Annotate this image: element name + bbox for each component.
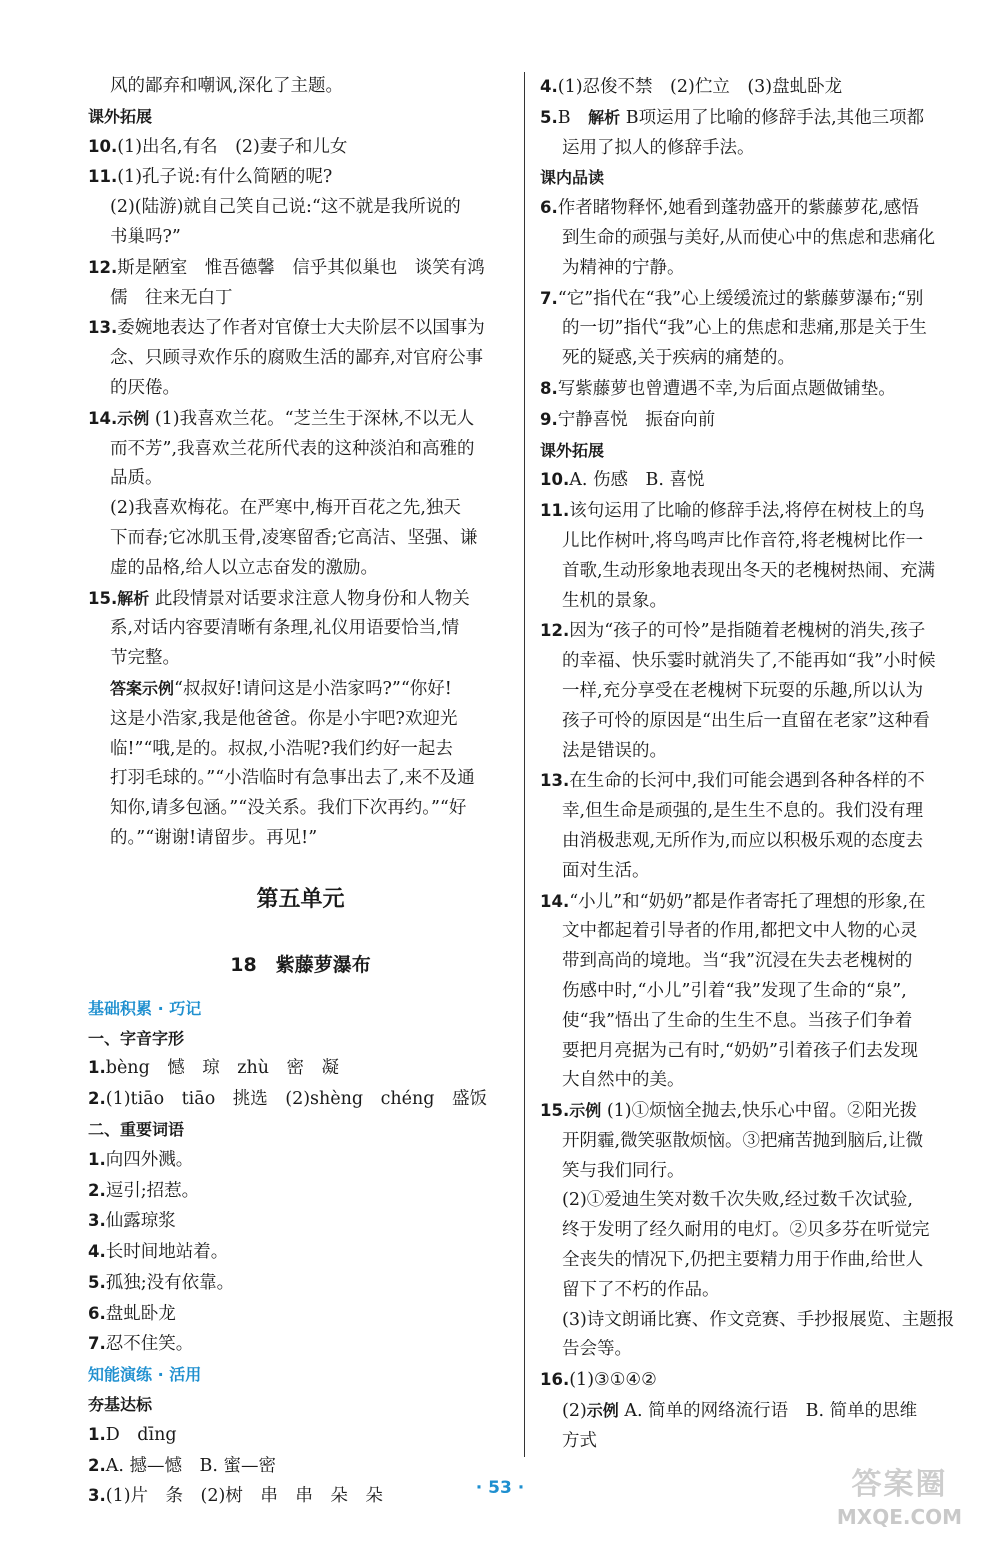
answer-text: 斯是陋室 惟吾德馨 信乎其似巢也 谈笑有鸿 bbox=[117, 257, 485, 278]
left-column bbox=[88, 72, 513, 1512]
answer-text: 书巢吗?” bbox=[110, 226, 181, 247]
answer-text: (1)片 条 (2)树 串 串 朵 朵 bbox=[105, 1486, 383, 1507]
answer-line bbox=[88, 223, 513, 253]
answer-line bbox=[540, 947, 970, 977]
answer-text: 风的鄙弃和嘲讽,深化了主题。 bbox=[110, 76, 344, 96]
answer-line bbox=[540, 314, 970, 344]
answer-text: 死的疑惑,关于疾病的痛楚的。 bbox=[562, 348, 796, 369]
answer-text: 大自然中的美。 bbox=[562, 1070, 685, 1091]
answer-text: 孤独;没有依靠。 bbox=[105, 1272, 235, 1293]
answer-line bbox=[88, 794, 513, 824]
answer-line bbox=[540, 1127, 970, 1157]
answer-text: 法是错误的。 bbox=[562, 740, 667, 761]
answer-text: 一样,充分享受在老槐树下玩耍的乐趣,所以认为 bbox=[562, 680, 924, 701]
answer-text: 节完整。 bbox=[110, 648, 180, 669]
answer-line bbox=[540, 344, 970, 374]
watermark-logo bbox=[817, 1465, 982, 1537]
answer-item bbox=[540, 465, 970, 496]
answer-item bbox=[88, 1420, 513, 1451]
answer-text: (1)③①④② bbox=[569, 1370, 657, 1391]
answer-line bbox=[540, 254, 970, 284]
answer-keyword: 示例 bbox=[569, 1101, 602, 1121]
answer-text: 孩子可怜的原因是“出生后一直留在老家”这种看 bbox=[562, 710, 930, 731]
answer-text: 仙露琼浆 bbox=[105, 1211, 176, 1232]
answer-item bbox=[540, 374, 970, 405]
answer-text: 系,对话内容要清晰有条理,礼仪用语要恰当,情 bbox=[110, 618, 460, 639]
answer-line bbox=[88, 193, 513, 223]
answer-text: 写紫藤萝也曾遭遇不幸,为后面点题做铺垫。 bbox=[557, 378, 896, 399]
answer-line bbox=[88, 705, 513, 735]
answer-text: 长时间地站着。 bbox=[105, 1242, 229, 1263]
answer-text: bèng 憾 琼 zhù 密 凝 bbox=[105, 1058, 340, 1079]
answer-text: 运用了拟人的修辞手法。 bbox=[562, 137, 755, 158]
section-heading: 课内品读 bbox=[540, 168, 605, 188]
item-number: 1. bbox=[88, 1149, 106, 1169]
answer-text: 品质。 bbox=[110, 468, 163, 489]
answer-line bbox=[540, 1007, 970, 1037]
answer-keyword: 示例 bbox=[117, 408, 150, 428]
answer-item bbox=[540, 496, 970, 527]
item-number: 2. bbox=[88, 1455, 106, 1475]
column-divider bbox=[524, 72, 525, 1457]
answer-text: 知你,请多包涵。”“没关系。我们下次再约。”“好 bbox=[110, 798, 467, 819]
answer-item bbox=[88, 253, 513, 284]
answer-text: (3)诗文朗诵比赛、作文竞赛、手抄报展览、主题报 bbox=[562, 1309, 955, 1330]
answer-line bbox=[540, 737, 970, 767]
item-number: 7. bbox=[88, 1334, 106, 1354]
item-number: 14. bbox=[88, 408, 118, 428]
answer-line bbox=[540, 1246, 970, 1276]
answer-line bbox=[540, 677, 970, 707]
answer-item bbox=[88, 1176, 513, 1207]
answer-text: (1)tiāo tiāo 挑选 (2)shèng chéng 盛饭 bbox=[105, 1089, 488, 1110]
answer-text: 在生命的长河中,我们可能会遇到各种各样的不 bbox=[569, 771, 925, 792]
item-number: 13. bbox=[88, 318, 118, 338]
item-number: 1. bbox=[88, 1058, 106, 1078]
answer-item bbox=[540, 616, 970, 647]
item-number: 7. bbox=[540, 288, 558, 308]
answer-line bbox=[540, 707, 970, 737]
section-heading: 夯基达标 bbox=[88, 1395, 153, 1415]
answer-text: 作者睹物释怀,她看到蓬勃盛开的紫藤萝花,感悟 bbox=[557, 198, 919, 219]
answer-text: (2) bbox=[562, 1401, 587, 1422]
answer-line bbox=[540, 134, 970, 164]
answer-text: “叔叔好!请问这是小浩家吗?”“你好! bbox=[174, 678, 452, 699]
answer-line bbox=[540, 1157, 970, 1187]
item-number: 6. bbox=[540, 198, 558, 218]
answer-text: 伤感中时,“小儿”引着“我”发现了生命的“泉”, bbox=[562, 980, 907, 1001]
item-number: 4. bbox=[88, 1242, 106, 1262]
item-number: 10. bbox=[540, 470, 570, 490]
answer-item bbox=[88, 1145, 513, 1176]
item-number: 9. bbox=[540, 409, 558, 429]
item-number: 4. bbox=[540, 77, 558, 96]
answer-line bbox=[88, 824, 513, 854]
item-number: 12. bbox=[540, 621, 570, 641]
unit-title: 第五单元 bbox=[256, 886, 345, 912]
answer-line bbox=[540, 224, 970, 254]
item-number: 14. bbox=[540, 891, 570, 911]
answer-text: 虚的品格,给人以立志奋发的激励。 bbox=[110, 557, 379, 578]
answer-line bbox=[540, 587, 970, 617]
answer-item bbox=[540, 1365, 970, 1396]
answer-line bbox=[540, 1276, 970, 1306]
answer-item bbox=[88, 132, 513, 163]
answer-line bbox=[88, 764, 513, 794]
answer-text: 全丧失的情况下,仍把主要精力用于作曲,给世人 bbox=[562, 1250, 924, 1271]
page-number: · 53 · bbox=[475, 1478, 525, 1498]
answer-item bbox=[88, 1206, 513, 1237]
answer-line bbox=[540, 1037, 970, 1067]
item-number: 16. bbox=[540, 1370, 570, 1390]
answer-item bbox=[88, 1237, 513, 1268]
item-number: 10. bbox=[88, 136, 118, 156]
item-number: 11. bbox=[88, 167, 118, 187]
section-heading: 一、字音字形 bbox=[88, 1028, 185, 1048]
answer-line bbox=[88, 284, 513, 314]
answer-line bbox=[540, 557, 970, 587]
answer-line bbox=[540, 797, 970, 827]
answer-keyword: 解析 bbox=[588, 107, 621, 127]
answer-text: (2)①爱迪生笑对数千次失败,经过数千次试验, bbox=[562, 1190, 913, 1211]
answer-text: 使“我”悟出了生命的生生不息。当孩子们争着 bbox=[562, 1010, 913, 1031]
answer-text: 而不芳”,我喜欢兰花所代表的这种淡泊和高雅的 bbox=[110, 438, 475, 459]
answer-text: 到生命的顽强与美好,从而使心中的焦虑和悲痛化 bbox=[562, 227, 936, 248]
answer-text: 此段情景对话要求注意人物身份和人物关 bbox=[149, 588, 470, 609]
answer-text: 念、只顾寻欢作乐的腐败生活的鄙弃,对官府公事 bbox=[110, 348, 484, 369]
answer-text: 的一切”指代“我”心上的焦虑和悲痛,那是关于生 bbox=[562, 318, 927, 339]
answer-text: 首歌,生动形象地表现出冬天的老槐树热闹、充满 bbox=[562, 560, 936, 581]
answer-line bbox=[540, 827, 970, 857]
item-number: 11. bbox=[540, 501, 570, 521]
item-number: 12. bbox=[88, 257, 118, 277]
answer-item bbox=[540, 887, 970, 918]
answer-text: 向四外溅。 bbox=[105, 1149, 194, 1170]
answer-text: (2)(陆游)就自己笑自己说:“这不就是我所说的 bbox=[110, 197, 461, 218]
answer-line bbox=[88, 554, 513, 584]
answer-text: 宁静喜悦 振奋向前 bbox=[557, 409, 716, 430]
answer-text: 方式 bbox=[562, 1430, 597, 1451]
answer-text: 文中都起着引导者的作用,都把文中人物的心灵 bbox=[562, 921, 918, 942]
item-number: 8. bbox=[540, 378, 558, 398]
answer-text: 面对生活。 bbox=[562, 860, 650, 881]
answer-text: (1)孔子说:有什么简陋的呢? bbox=[117, 167, 333, 188]
answer-text: 要把月亮据为己有时,“奶奶”引着孩子们去发现 bbox=[562, 1040, 918, 1061]
item-number: 5. bbox=[88, 1272, 106, 1292]
answer-text: 留下了不朽的作品。 bbox=[562, 1279, 720, 1300]
item-number: 15. bbox=[540, 1101, 570, 1121]
answer-text: 临!”“哦,是的。叔叔,小浩呢?我们约好一起去 bbox=[110, 738, 453, 759]
answer-item bbox=[88, 404, 513, 435]
answer-item bbox=[88, 313, 513, 344]
section-heading: 课外拓展 bbox=[88, 106, 153, 126]
item-number: 2. bbox=[88, 1180, 106, 1200]
answer-text: 盘虬卧龙 bbox=[105, 1303, 176, 1324]
answer-line bbox=[540, 857, 970, 887]
answer-item bbox=[540, 766, 970, 797]
answer-text: B bbox=[557, 107, 589, 128]
answer-text: 幸,但生命是顽强的,是生生不息的。我们没有理 bbox=[562, 801, 924, 822]
item-number: 5. bbox=[540, 107, 558, 127]
item-number: 3. bbox=[88, 1211, 106, 1231]
answer-text: 开阴霾,微笑驱散烦恼。③把痛苦抛到脑后,让微 bbox=[562, 1130, 924, 1151]
answer-item bbox=[88, 1299, 513, 1330]
answer-line bbox=[540, 1306, 970, 1336]
answer-item bbox=[540, 103, 970, 134]
answer-line bbox=[88, 464, 513, 494]
answer-line bbox=[540, 1427, 970, 1457]
answer-text: (1)我喜欢兰花。“芝兰生于深林,不以无人 bbox=[149, 408, 475, 429]
answer-text: A. 伤感 B. 喜悦 bbox=[569, 470, 705, 491]
answer-text: 委婉地表达了作者对官僚士大夫阶层不以国事为 bbox=[117, 318, 485, 339]
answer-item bbox=[88, 1268, 513, 1299]
right-column bbox=[540, 72, 970, 1457]
answer-text: 的幸福、快乐霎时就消失了,不能再如“我”小时候 bbox=[562, 651, 936, 672]
answer-item bbox=[88, 1329, 513, 1360]
answer-line bbox=[540, 1216, 970, 1246]
answer-text: 下而春;它冰肌玉骨,凌寒留香;它高洁、坚强、谦 bbox=[110, 527, 478, 548]
answer-text: 儒 往来无白丁 bbox=[110, 287, 233, 308]
answer-item bbox=[88, 1451, 513, 1482]
answer-keyword: 解析 bbox=[117, 588, 150, 608]
answer-line bbox=[540, 1335, 970, 1365]
item-number: 15. bbox=[88, 588, 118, 608]
answer-keyword: 答案示例 bbox=[110, 678, 175, 698]
answer-text: 告会等。 bbox=[562, 1339, 632, 1360]
answer-line bbox=[540, 1186, 970, 1216]
answer-line bbox=[540, 977, 970, 1007]
answer-item bbox=[88, 584, 513, 615]
watermark-url: MXQE.COM bbox=[836, 1505, 963, 1529]
section-heading: 课外拓展 bbox=[540, 440, 605, 460]
answer-item bbox=[540, 405, 970, 436]
answer-item bbox=[540, 1096, 970, 1127]
item-number: 6. bbox=[88, 1303, 106, 1323]
answer-text: 带到高尚的境地。当“我”沉浸在失去老槐树的 bbox=[562, 951, 913, 972]
answer-item bbox=[540, 284, 970, 315]
answer-text: 忍不住笑。 bbox=[105, 1334, 194, 1355]
answer-line bbox=[88, 374, 513, 404]
answer-text: 终于发明了经久耐用的电灯。②贝多芬在听觉完 bbox=[562, 1220, 930, 1241]
answer-line bbox=[540, 647, 970, 677]
answer-text: D dīng bbox=[105, 1424, 177, 1445]
answer-line bbox=[88, 644, 513, 674]
answer-line bbox=[88, 614, 513, 644]
answer-text: 生机的景象。 bbox=[562, 590, 667, 611]
answer-text: (1)出名,有名 (2)妻子和儿女 bbox=[117, 136, 348, 157]
item-number: 1. bbox=[88, 1424, 106, 1444]
answer-line bbox=[88, 524, 513, 554]
item-number: 13. bbox=[540, 771, 570, 791]
answer-text: B项运用了比喻的修辞手法,其他三项都 bbox=[620, 107, 925, 128]
answer-item bbox=[540, 193, 970, 224]
answer-text: (1)①烦恼全抛去,快乐心中留。②阳光拨 bbox=[601, 1101, 918, 1122]
lesson-title: 18 紫藤萝瀑布 bbox=[230, 953, 371, 976]
answer-item bbox=[540, 72, 970, 103]
section-heading: 二、重要词语 bbox=[88, 1119, 185, 1139]
answer-text: 的。”“谢谢!请留步。再见!” bbox=[110, 827, 318, 848]
answer-item bbox=[88, 162, 513, 193]
section-banner: 基础积累 · 巧记 bbox=[88, 998, 202, 1018]
answer-line bbox=[88, 494, 513, 524]
answer-text: 这是小浩家,我是他爸爸。你是小宇吧?欢迎光 bbox=[110, 708, 458, 729]
answer-text: 笑与我们同行。 bbox=[562, 1160, 685, 1181]
item-number: 3. bbox=[88, 1486, 106, 1506]
answer-text: 该句运用了比喻的修辞手法,将停在树枝上的鸟 bbox=[569, 501, 925, 522]
answer-text: (2)我喜欢梅花。在严寒中,梅开百花之先,独天 bbox=[110, 498, 461, 519]
answer-text: 的厌倦。 bbox=[110, 377, 180, 398]
section-banner: 知能演练 · 活用 bbox=[88, 1365, 202, 1385]
answer-line bbox=[540, 527, 970, 557]
answer-line bbox=[88, 344, 513, 374]
answer-text: “小儿”和“奶奶”都是作者寄托了理想的形象,在 bbox=[569, 891, 926, 912]
answer-text: A. 撼—憾 B. 蜜—密 bbox=[105, 1455, 276, 1476]
answer-line bbox=[540, 1396, 970, 1427]
answer-keyword: 示例 bbox=[586, 1401, 619, 1421]
answer-text: (1)忍俊不禁 (2)伫立 (3)盘虬卧龙 bbox=[557, 77, 843, 97]
answer-text: “它”指代在“我”心上缓缓流过的紫藤萝瀑布;“别 bbox=[557, 288, 924, 309]
answer-line bbox=[88, 435, 513, 465]
answer-text: 因为“孩子的可怜”是指随着老槐树的消失,孩子 bbox=[569, 621, 926, 642]
item-number: 2. bbox=[88, 1089, 106, 1109]
answer-line bbox=[88, 674, 513, 705]
answer-text: A. 简单的网络流行语 B. 简单的思维 bbox=[618, 1401, 918, 1422]
answer-line bbox=[540, 1066, 970, 1096]
answer-item bbox=[88, 1053, 513, 1084]
answer-item bbox=[88, 1084, 513, 1115]
answer-line bbox=[88, 72, 513, 102]
answer-text: 儿比作树叶,将鸟鸣声比作音符,将老槐树比作一 bbox=[562, 530, 924, 551]
watermark-title: 答案圈 bbox=[851, 1467, 948, 1502]
answer-text: 打羽毛球的。”“小浩临时有急事出去了,来不及通 bbox=[110, 768, 475, 789]
answer-text: 由消极悲观,无所作为,而应以积极乐观的态度去 bbox=[562, 830, 924, 851]
answer-text: 为精神的宁静。 bbox=[562, 257, 685, 278]
answer-line bbox=[540, 917, 970, 947]
answer-line bbox=[88, 735, 513, 765]
answer-text: 逗引;招惹。 bbox=[105, 1180, 200, 1201]
